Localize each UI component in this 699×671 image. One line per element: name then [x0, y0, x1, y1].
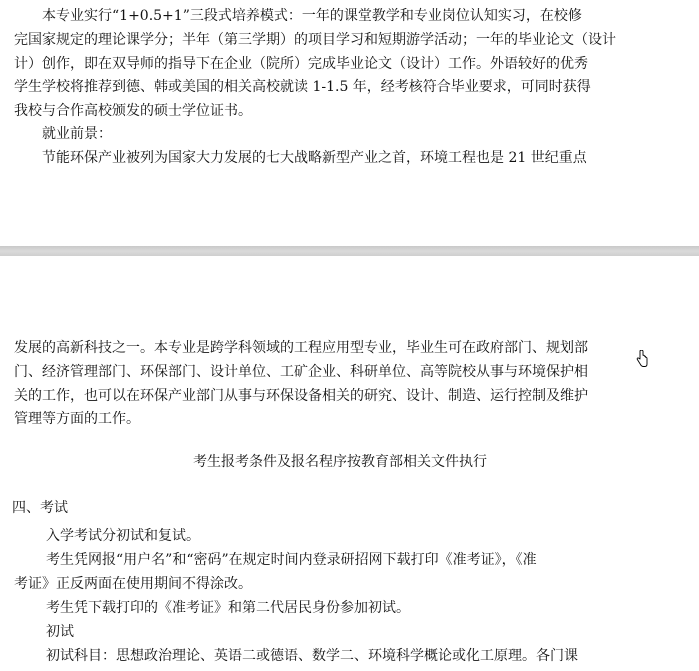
document-page-top — [0, 0, 699, 246]
paragraph-line: 我校与合作高校颁发的硕士学位证书。 — [14, 103, 252, 119]
paragraph-line: 考生凭下载打印的《准考证》和第二代居民身份参加初试。 — [46, 600, 410, 616]
paragraph-line: 计）创作，即在双导师的指导下在企业（院所）完成毕业论文（设计）工作。外语较好的优秀 — [14, 56, 588, 72]
document-page-bottom — [0, 256, 699, 671]
hand-cursor-icon — [636, 350, 648, 368]
paragraph-line: 完国家规定的理论课学分；半年（第三学期）的项目学习和短期游学活动；一年的毕业论文（设计 — [14, 32, 616, 48]
section-title-exam: 四、考试 — [12, 500, 68, 516]
paragraph-line: 发展的高新科技之一。本专业是跨学科领域的工程应用型专业，毕业生可在政府部门、规划部 — [14, 340, 588, 356]
paragraph-line: 考生凭网报“用户名”和“密码”在规定时间内登录研招网下载打印《准考证》，《准 — [46, 552, 537, 568]
page-separator — [0, 246, 699, 256]
paragraph-line: 关的工作，也可以在环保产业部门从事与环保设备相关的研究、设计、制造、运行控制及维护 — [14, 388, 588, 404]
paragraph-line: 节能环保产业被列为国家大力发展的七大战略新型产业之首，环境工程也是 21 世纪重点 — [42, 150, 587, 166]
paragraph-line: 门、经济管理部门、环保部门、设计单位、工矿企业、科研单位、高等院校从事与环境保护相 — [14, 364, 588, 380]
paragraph-line: 本专业实行“1+0.5+1”三段式培养模式：一年的课堂教学和专业岗位认知实习，在校修 — [42, 8, 582, 24]
section-label-employment: 就业前景： — [42, 126, 112, 142]
paragraph-line: 考证》正反两面在使用期间不得涂改。 — [14, 576, 252, 592]
section-heading: 考生报考条件及报名程序按教育部相关文件执行 — [193, 454, 487, 470]
subsection-label-preliminary: 初试 — [46, 624, 74, 640]
paragraph-line: 管理等方面的工作。 — [14, 411, 140, 427]
paragraph-line: 学生学校将推荐到德、韩或美国的相关高校就读 1-1.5 年，经考核符合毕业要求，可同时获得 — [14, 79, 591, 95]
paragraph-line: 初试科目：思想政治理论、英语二或德语、数学二、环境科学概论或化工原理。各门课 — [46, 648, 578, 664]
paragraph-line: 入学考试分初试和复试。 — [46, 528, 200, 544]
